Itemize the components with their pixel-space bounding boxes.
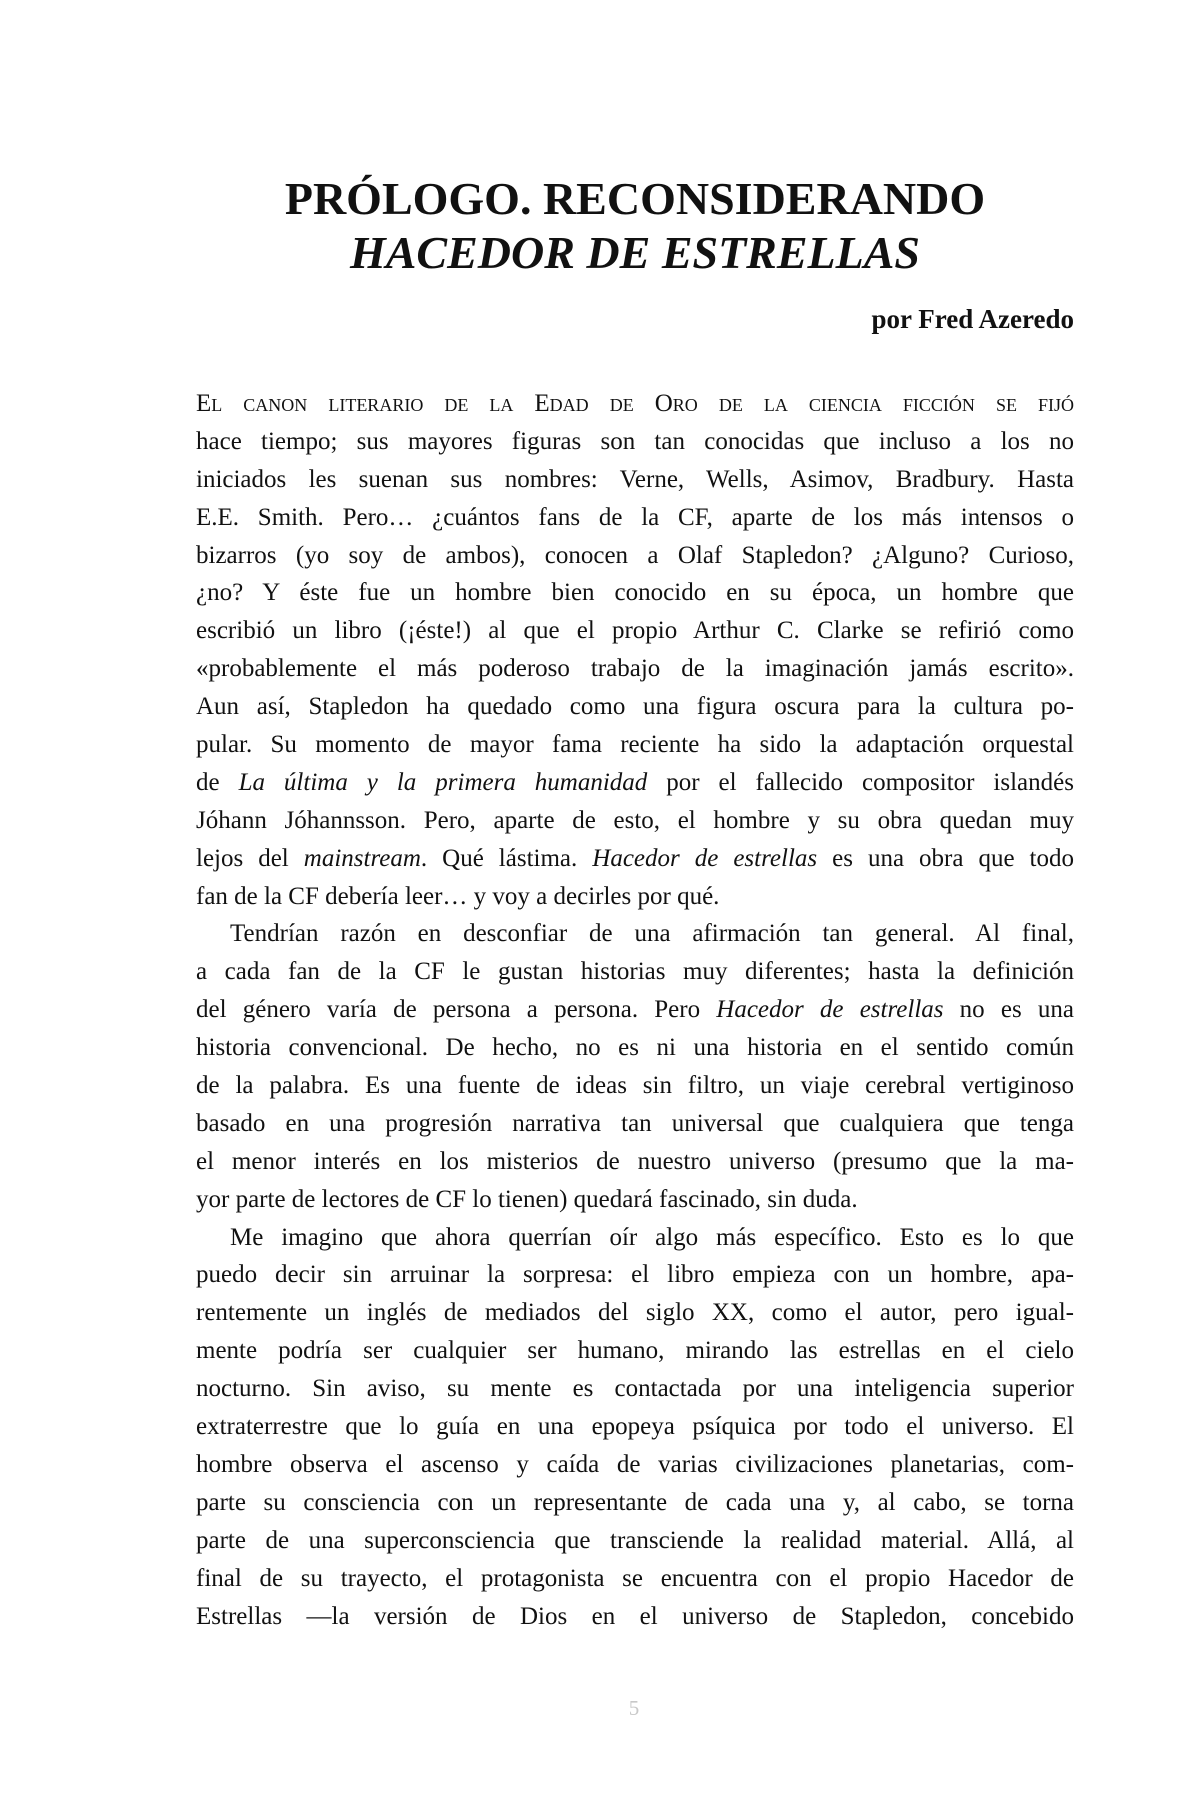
text-line: mente podría ser cualquier ser humano, mirando las estrellas en el cielo: [196, 1337, 1074, 1365]
text-line: Me imagino que ahora querrían oír algo más específico. Esto es lo que: [230, 1223, 1074, 1251]
text-line: de la palabra. Es una fuente de ideas sin filtro, un viaje cerebral vertiginoso: [196, 1072, 1074, 1100]
text-line: bizarros (yo soy de ambos), conocen a Olaf Stapledon? ¿Alguno? Curioso,: [196, 541, 1074, 569]
text-line: iniciados les suenan sus nombres: Verne, Wells, Asimov, Bradbury. Hasta: [196, 465, 1074, 493]
text-line: yor parte de lectores de CF lo tienen) quedará fascinado, sin duda.: [196, 1185, 858, 1213]
text-line: Aun así, Stapledon ha quedado como una figura oscura para la cultura po-: [196, 693, 1074, 721]
body-text: [196, 385, 1074, 1635]
italic-title: mainstream: [303, 844, 421, 872]
text-line: del género varía de persona a persona. Pero Hacedor de estrellas no es una: [196, 996, 1074, 1024]
text-line: escribió un libro (¡éste!) al que el propio Arthur C. Clarke se refirió como: [196, 617, 1074, 645]
text-line: fan de la CF debería leer… y voy a decirles por qué.: [196, 882, 720, 910]
text-line: final de su trayecto, el protagonista se encuentra con el propio Hacedor de: [196, 1564, 1074, 1592]
text-line: puedo decir sin arruinar la sorpresa: el libro empieza con un hombre, apa-: [196, 1261, 1074, 1289]
paragraph: [196, 1219, 1074, 1636]
text-line: pular. Su momento de mayor fama reciente ha sido la adaptación orquestal: [196, 731, 1074, 759]
text-line: el menor interés en los misterios de nuestro universo (presumo que la ma-: [196, 1147, 1074, 1175]
author-byline: por Fred Azeredo: [871, 304, 1074, 334]
chapter-title: [196, 172, 1074, 280]
text-line: a cada fan de la CF le gustan historias muy diferentes; hasta la definición: [196, 958, 1074, 986]
chapter-title-line-1: PRÓLOGO. RECONSIDERANDO: [284, 173, 986, 224]
page-number: 5: [628, 1696, 640, 1720]
text-line: «probablemente el más poderoso trabajo de la imaginación jamás escrito».: [196, 655, 1074, 683]
text-line: lejos del mainstream. Qué lástima. Hacedor de estrellas es una obra que todo: [196, 844, 1074, 872]
chapter-title-line-2: HACEDOR DE ESTRELLAS: [349, 227, 921, 278]
text-line: Jóhann Jóhannsson. Pero, aparte de esto, el hombre y su obra quedan muy: [196, 806, 1074, 834]
italic-title: La última y la primera humanidad: [238, 768, 648, 796]
text-line: hombre observa el ascenso y caída de varias civilizaciones planetarias, com-: [196, 1450, 1074, 1478]
text-line: extraterrestre que lo guía en una epopeya psíquica por todo el universo. El: [196, 1413, 1074, 1441]
text-line: parte su consciencia con un representante de cada una y, al cabo, se torna: [196, 1488, 1074, 1516]
text-line: basado en una progresión narrativa tan universal que cualquiera que tenga: [196, 1109, 1074, 1137]
text-line: Tendrían razón en desconfiar de una afirmación tan general. Al final,: [230, 920, 1074, 948]
text-line: historia convencional. De hecho, no es ni una historia en el sentido común: [196, 1034, 1074, 1062]
text-line: El canon literario de la Edad de Oro de la ciencia ficción se fijó: [196, 390, 1074, 417]
paragraph: [196, 385, 1074, 915]
text-line: nocturno. Sin aviso, su mente es contactada por una inteligencia superior: [196, 1375, 1074, 1403]
text-line: ¿no? Y éste fue un hombre bien conocido en su época, un hombre que: [196, 579, 1074, 607]
text-line: de La última y la primera humanidad por el fallecido compositor islandés: [196, 768, 1074, 796]
italic-title: Hacedor de estrellas: [592, 844, 818, 872]
italic-title: Hacedor de estrellas: [716, 996, 944, 1024]
text-line: hace tiempo; sus mayores figuras son tan conocidas que incluso a los no: [196, 427, 1074, 455]
text-line: Estrellas —la versión de Dios en el universo de Stapledon, concebido: [196, 1602, 1074, 1630]
text-line: parte de una superconsciencia que transciende la realidad material. Allá, al: [196, 1526, 1074, 1554]
text-line: E.E. Smith. Pero… ¿cuántos fans de la CF, aparte de los más intensos o: [196, 503, 1074, 531]
text-line: rentemente un inglés de mediados del siglo XX, como el autor, pero igual-: [196, 1299, 1074, 1327]
paragraph: [196, 915, 1074, 1218]
